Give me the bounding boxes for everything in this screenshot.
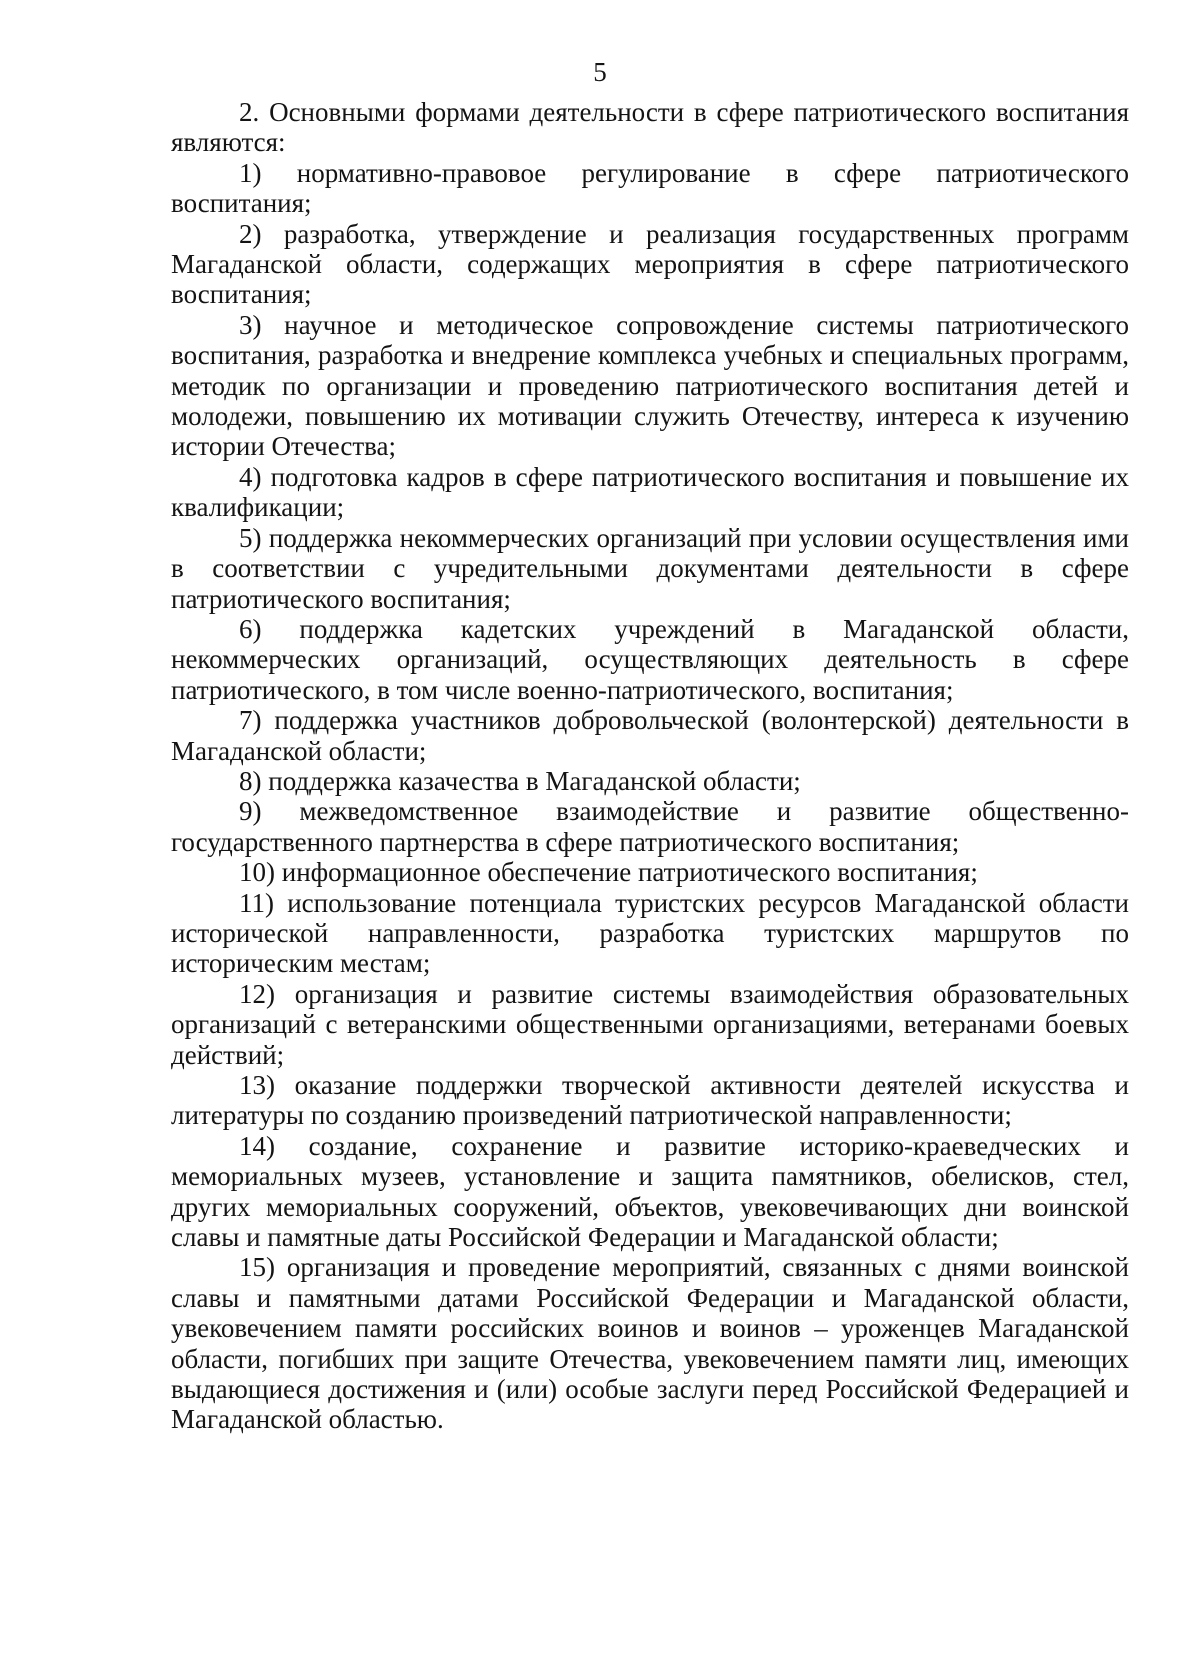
paragraph-intro: 2. Основными формами деятельности в сфере патриотического воспитания являются: [171,97,1129,158]
list-item-7: 7) поддержка участников добровольческой (волонтерской) деятельности в Магаданской области; [171,705,1129,766]
document-body [171,97,1129,1435]
list-item-3: 3) научное и методическое сопровождение системы патриотического воспитания, разработка и внедрение комплекса учебных и специальных программ, методик по организации и проведению патриотического воспитания детей и молодежи, повышению их мотивации служить Отечеству, интереса к изучению истории Отечества; [171,309,1129,462]
list-item-12: 12) организация и развитие системы взаимодействия образовательных организаций с ветеранскими общественными организациями, ветеранами боевых действий; [171,978,1129,1070]
list-item-13: 13) оказание поддержки творческой активности деятелей искусства и литературы по созданию произведений патриотической направленности; [171,1070,1129,1131]
list-item-14: 14) создание, сохранение и развитие историко-краеведческих и мемориальных музеев, установление и защита памятников, обелисков, стел, других мемориальных сооружений, объектов, увековечивающих дни воинской славы и памятные даты Российской Федерации и Магаданской области; [171,1130,1129,1253]
list-item-2: 2) разработка, утверждение и реализация государственных программ Магаданской области, содержащих мероприятия в сфере патриотического воспитания; [171,218,1129,310]
list-item-6: 6) поддержка кадетских учреждений в Магаданской области, некоммерческих организаций, осуществляющих деятельность в сфере патриотического, в том числе военно-патриотического, воспитания; [171,613,1129,705]
list-item-15: 15) организация и проведение мероприятий, связанных с днями воинской славы и памятными датами Российской Федерации и Магаданской области, увековечением памяти российских воинов и воинов – уроженцев Магаданской области, погибших при защите Отечества, увековечением памяти лиц, имеющих выдающиеся достижения и (или) особые заслуги перед Российской Федерацией и Магаданской областью. [171,1252,1129,1435]
list-item-1: 1) нормативно-правовое регулирование в сфере патриотического воспитания; [171,157,1129,219]
list-item-10: 10) информационное обеспечение патриотического воспитания; [239,857,978,888]
page-number: 5 [593,57,607,87]
list-item-8: 8) поддержка казачества в Магаданской области; [239,765,801,796]
list-item-9: 9) межведомственное взаимодействие и развитие общественно-государственного партнерства в сфере патриотического воспитания; [171,796,1129,857]
list-item-11: 11) использование потенциала туристских ресурсов Магаданской области исторической направленности, разработка туристских маршрутов по историческим местам; [171,887,1129,979]
list-item-5: 5) поддержка некоммерческих организаций при условии осуществления ими в соответствии с учредительными документами деятельности в сфере патриотического воспитания; [171,522,1129,614]
list-item-4: 4) подготовка кадров в сфере патриотического воспитания и повышение их квалификации; [171,461,1129,523]
